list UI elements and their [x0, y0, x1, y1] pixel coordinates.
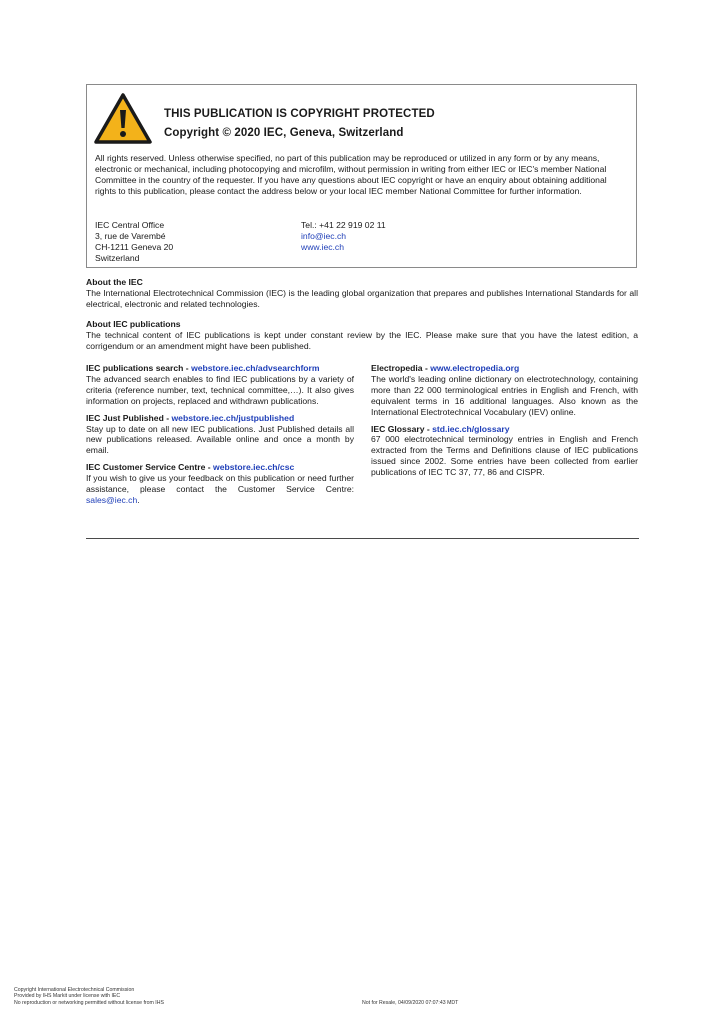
- entry-title: IEC Glossary -: [371, 423, 433, 434]
- about-iec-heading: About the IEC: [86, 277, 143, 287]
- copyright-title: THIS PUBLICATION IS COPYRIGHT PROTECTED: [164, 108, 435, 120]
- sales-email-link[interactable]: sales@iec.ch: [86, 494, 138, 505]
- entry-text: If you wish to give us your feedback on this publication or need further assistance, please contact the Customer Service Centre:: [86, 473, 354, 495]
- section-divider: [86, 538, 639, 539]
- rights-text: All rights reserved. Unless otherwise specified, no part of this publication may be reproduced or utilized in any form or by any means, electronic or mechanical, including photocopying and microfilm, without permission in writing from either IEC or IEC's member National Committee in the country of the requester. If you have any questions about IEC copyright or have an enquiry about obtaining additional rights to this publication, please contact the address below or your local IEC member National Committee for further information.: [95, 153, 607, 196]
- advsearch-link[interactable]: webstore.iec.ch/advsearchform: [191, 363, 320, 373]
- entry-text: Stay up to date on all new IEC publications. Just Published details all new publications released. Available online and once a month by email.: [86, 423, 354, 456]
- electropedia-entry: [371, 363, 638, 418]
- csc-link[interactable]: webstore.iec.ch/csc: [213, 462, 295, 473]
- advsearch-entry: [86, 363, 354, 407]
- entry-text: The advanced search enables to find IEC publications by a variety of criteria (reference number, text, technical committee,…). It also gives information on projects, replaced and withdrawn publications.: [86, 373, 354, 406]
- entry-title: IEC Just Published -: [86, 412, 172, 423]
- copyright-subtitle: Copyright © 2020 IEC, Geneva, Switzerland: [164, 127, 404, 139]
- entry-title: Electropedia -: [371, 363, 431, 373]
- footer-right: Not for Resale, 04/09/2020 07:07:43 MDT: [362, 1000, 459, 1006]
- about-publications-text: The technical content of IEC publications is kept under constant review by the IEC. Please make sure that you have the latest edition, a corrigendum or an amendment might have been published.: [86, 329, 638, 351]
- entry-text-end: .: [137, 494, 140, 505]
- justpublished-link[interactable]: webstore.iec.ch/justpublished: [171, 412, 295, 423]
- footer-line: No reproduction or networking permitted without license from IHS: [14, 999, 164, 1006]
- address-line: CH-1211 Geneva 20: [95, 241, 174, 252]
- email-link[interactable]: info@iec.ch: [301, 230, 347, 241]
- website-link[interactable]: www.iec.ch: [301, 241, 344, 252]
- about-iec-section: [86, 277, 638, 310]
- entry-text: 67 000 electrotechnical terminology entries in English and French extracted from the Terms and Definitions clause of IEC publications issued since 2002. Some entries have been collected from earlier publications of IEC TC 37, 77, 86 and CISPR.: [371, 434, 638, 478]
- warning-icon: [93, 92, 153, 146]
- entry-title: IEC Customer Service Centre -: [86, 462, 214, 473]
- footer-line: Provided by IHS Markit under license with IEC: [14, 993, 121, 1000]
- footer-left: [14, 987, 314, 1006]
- address-line: IEC Central Office: [95, 220, 165, 230]
- left-column: [86, 363, 354, 506]
- entry-title: IEC publications search -: [86, 363, 192, 373]
- address-line: Switzerland: [95, 252, 140, 263]
- footer-line: Copyright International Electrotechnical Commission: [14, 987, 135, 993]
- electropedia-link[interactable]: www.electropedia.org: [430, 363, 520, 373]
- customer-service-entry: [86, 462, 354, 506]
- right-column: [371, 363, 638, 478]
- about-iec-text: The International Electrotechnical Commission (IEC) is the leading global organization that prepares and publishes International Standards for all electrical, electronic and related technologies.: [86, 287, 638, 309]
- about-publications-section: [86, 319, 638, 352]
- address-line: 3, rue de Varembé: [95, 230, 166, 241]
- address-block: [95, 220, 275, 264]
- about-publications-heading: About IEC publications: [86, 319, 181, 329]
- telephone: Tel.: +41 22 919 02 11: [301, 220, 386, 230]
- glossary-link[interactable]: std.iec.ch/glossary: [432, 423, 510, 434]
- glossary-entry: [371, 424, 638, 479]
- contact-block: [301, 220, 501, 253]
- entry-text: The world's leading online dictionary on electrotechnology, containing more than 22 000 terminological entries in English and French, with equivalent terms in 16 additional languages. Also known as the International Electrotechnical Vocabulary (IEV) online.: [371, 373, 638, 417]
- justpublished-entry: [86, 413, 354, 457]
